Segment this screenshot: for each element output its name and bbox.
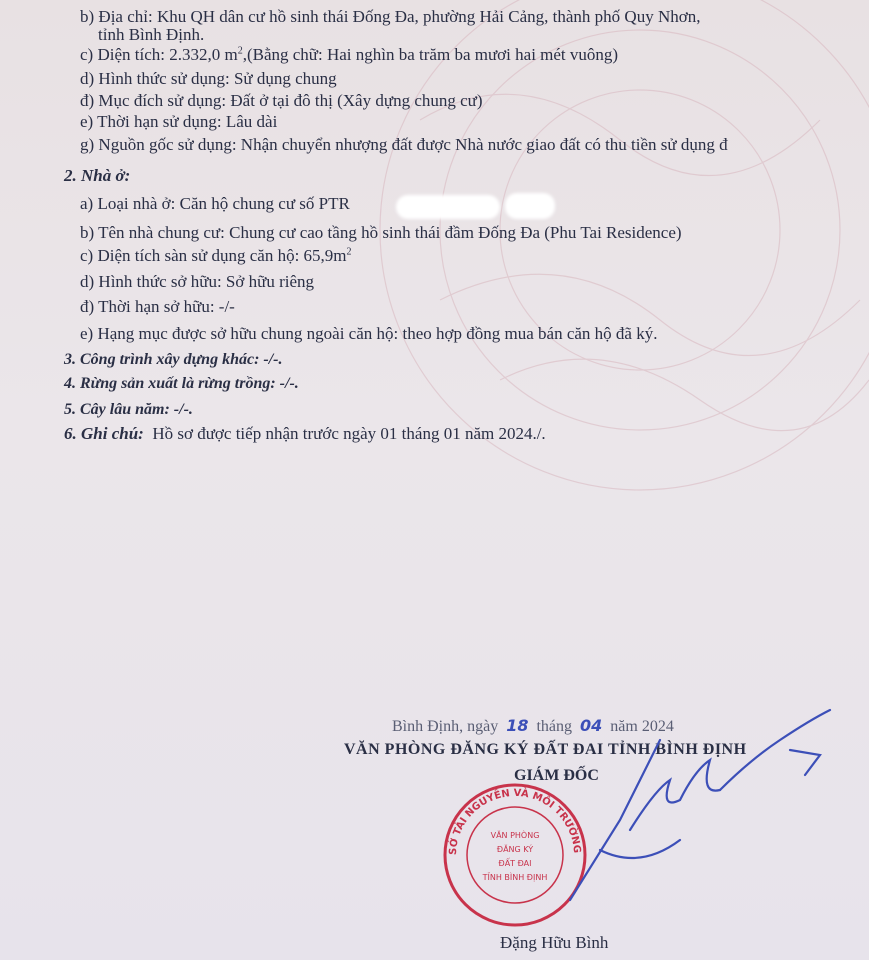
land-area: c) Diện tích: 2.332,0 $m^2,(Bằng$ chữ: Hai nghìn ba trăm ba mươi hai mét vuông)	[80, 45, 619, 64]
land-use-term: e) Thời hạn sử dụng: Lâu dài	[80, 112, 278, 131]
handwritten-signature	[560, 700, 860, 910]
house-floor-area: c) Diện tích sàn sử dụng căn hộ: $65,9m^2$	[80, 246, 352, 265]
seal-line-4: TỈNH BÌNH ĐỊNH	[482, 873, 548, 882]
land-address: b) Địa chỉ: Khu QH dân cư hồ sinh thái Đống Đa, phường Hải Cảng, thành phố Quy Nhơn,	[80, 7, 701, 26]
land-use-origin: g) Nguồn gốc sử dụng: Nhận chuyển nhượng đất được Nhà nước giao đất có thu tiền sử dụng đ	[80, 135, 728, 154]
seal-line-1: VĂN PHÒNG	[490, 831, 540, 840]
house-heading: 2. Nhà ở:	[64, 166, 131, 185]
house-shared-items: e) Hạng mục được sở hữu chung ngoài căn hộ: theo hợp đồng mua bán căn hộ đã ký.	[80, 324, 658, 343]
other-trees: 5. Cây lâu năm: -/-.	[64, 401, 193, 418]
land-address-cont: tỉnh Bình Định.	[98, 25, 205, 44]
house-building-name: b) Tên nhà chung cư: Chung cư cao tầng hồ sinh thái đầm Đống Đa (Phu Tai Residence)	[80, 223, 682, 242]
house-ownership-term: đ) Thời hạn sở hữu: -/-	[80, 297, 235, 316]
position-title: GIÁM ĐỐC	[514, 767, 599, 784]
redaction-mark-2	[505, 193, 555, 219]
seal-ring-text: SỞ TÀI NGUYÊN VÀ MÔI TRƯỜNG	[447, 787, 583, 856]
office-name: VĂN PHÒNG ĐĂNG KÝ ĐẤT ĐAI TỈNH BÌNH ĐỊNH	[344, 741, 747, 758]
land-use-purpose: đ) Mục đích sử dụng: Đất ở tại đô thị (Xây dựng chung cư)	[80, 91, 483, 110]
other-note: 6. Ghi chú: Hồ sơ được tiếp nhận trước ngày 01 tháng 01 năm 2024./.	[64, 424, 546, 443]
other-construction: 3. Công trình xây dựng khác: -/-.	[64, 351, 283, 368]
place-date: Bình Định, ngày 18 tháng 04 năm 2024	[392, 716, 674, 735]
redaction-mark	[396, 195, 500, 219]
signer-name: Đặng Hữu Bình	[500, 933, 609, 952]
land-use-form: d) Hình thức sử dụng: Sử dụng chung	[80, 69, 337, 88]
house-ownership-form: d) Hình thức sở hữu: Sở hữu riêng	[80, 272, 315, 291]
seal-line-2: ĐĂNG KÝ	[496, 845, 534, 854]
other-forest: 4. Rừng sản xuất là rừng trồng: -/-.	[64, 375, 299, 392]
seal-line-3: ĐẤT ĐAI	[498, 859, 532, 868]
house-type: a) Loại nhà ở: Căn hộ chung cư số PTR	[80, 194, 350, 213]
